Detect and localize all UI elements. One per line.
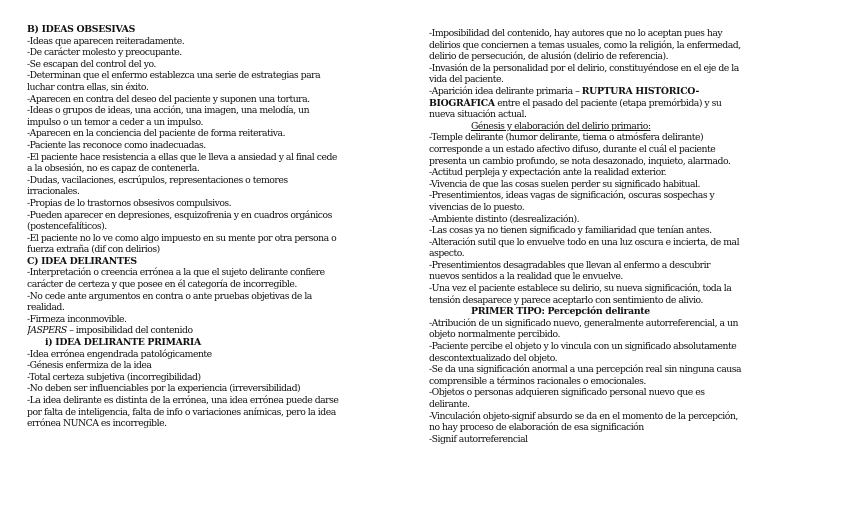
text-line: -Actitud perpleja y expectación ante la realidad exterior. (429, 167, 667, 179)
text-line: nuevos sentidos a la realidad que le envuelve. (429, 271, 623, 283)
text-line: vivencias de lo puesto. (429, 201, 525, 213)
left-column (27, 24, 419, 430)
text-line: delirios que conciernen a temas usuales, como la religión, la enfermedad, (429, 39, 741, 51)
ruptura-bold: RUPTURA HISTÓRICO- (581, 85, 699, 97)
text-line: -Ideas o grupos de ideas, una acción, una imagen, una melodía, un (27, 105, 310, 117)
text-line: -Pueden aparecer en depresiones, esquizofrenia y en cuadros orgánicos (27, 209, 332, 221)
text-line: -Objetos o personas adquieren significado personal nuevo que es (429, 387, 705, 399)
text-line: -Se da una significación anormal a una percepción real sin ninguna causa (429, 364, 742, 376)
text-line: objeto normalmente percibido. (429, 329, 560, 341)
text-line: -Presentimientos, ideas vagas de significación, oscuras sospechas y (429, 190, 715, 202)
text-line: -No cede ante argumentos en contra o ante pruebas objetivas de la (27, 290, 312, 302)
text-line: -Signif autorreferencial (429, 433, 528, 445)
text-line: impulso o un temor a ceder a un impulso. (27, 116, 203, 128)
text-line: -Vivencia de que las cosas suelen perder su significado habitual. (429, 178, 700, 190)
text-line: -De carácter molesto y preocupante. (27, 47, 182, 59)
subheading-genesis: Génesis y elaboración del delirio primario: (471, 120, 651, 132)
text-line: -Las cosas ya no tienen significado y familiaridad que tenían antes. (429, 225, 712, 237)
text-line: aspecto. (429, 248, 465, 260)
right-column (429, 28, 821, 445)
text-line: -La idea delirante es distinta de la errónea, una idea errónea puede darse (27, 395, 339, 406)
subheading-idea-delirante-primaria: i) IDEA DELIRANTE PRIMARIA (45, 337, 201, 349)
text-line: -Temple delirante (humor delirante, tiema o atmósfera delirante) (429, 132, 704, 144)
text-line: realidad. (27, 302, 65, 314)
text-line: luchar contra ellas, sin éxito. (27, 81, 149, 93)
ruptura-line-2 (429, 98, 821, 110)
text-line: tensión desaparece y parece aceptarlo con sentimiento de alivio. (429, 294, 703, 306)
text-line: -Invasión de la personalidad por el delirio, constituyéndose en el eje de la (429, 62, 739, 74)
text-line: corresponde a un estado afectivo difuso, durante el cuál el paciente (429, 143, 716, 155)
text-line: (postencefalíticos). (27, 221, 107, 233)
text-line: -Dudas, vacilaciones, escrúpulos, representaciones o temores (27, 174, 288, 186)
idea-delirante-primaria-list (27, 349, 419, 430)
text-line: -Una vez el paciente establece su delirio, su nueva significación, toda la (429, 283, 732, 295)
text-line: delirio de persecución, de alusión (delirio de referencia). (429, 51, 669, 63)
text-line: presenta un cambio profundo, se nota desazonado, inquieto, alarmado. (429, 155, 731, 167)
ruptura-line (429, 86, 821, 98)
text-line: a la obsesión, no es capaz de contenerla. (27, 163, 200, 175)
text-line: descontextualizado del objeto. (429, 352, 558, 364)
text-line: errónea NUNCA es incorregible. (27, 418, 167, 430)
ruptura-prefix: -Aparición idea delirante primaria – (429, 85, 582, 97)
text-line: delirante. (429, 399, 470, 410)
text-line: nueva situación actual. (429, 109, 527, 121)
ruptura-rest: entre el pasado del paciente (etapa premórbida) y su (494, 97, 722, 109)
text-line: -Firmeza inconmovible. (27, 313, 127, 325)
text-line: -Idea errónea engendrada patológicamente (27, 348, 212, 360)
text-line: comprensible a términos racionales o emocionales. (429, 375, 646, 387)
text-line: -Determinan que el enfermo establezca una serie de estrategias para (27, 70, 321, 82)
delirio-criteria-list (429, 28, 821, 121)
jaspers-name: JASPERS (27, 325, 67, 337)
text-line: -Total certeza subjetiva (incorregibilidad) (27, 371, 201, 383)
text-line: -El paciente hace resistencia a ellas que le lleva a ansiedad y al final cede (27, 151, 337, 163)
text-line: -Ideas que aparecen reiteradamente. (27, 35, 185, 47)
text-line: -Presentimientos desagradables que llevan al enfermo a descubrir (429, 259, 711, 271)
text-line: -Se escapan del control del yo. (27, 58, 156, 70)
section-heading-ideas-obsesivas: B) IDEAS OBSESIVAS (27, 24, 135, 35)
jaspers-text: – imposibilidad del contenido (66, 325, 193, 337)
text-line: -Aparecen en contra del deseo del paciente y suponen una tortura. (27, 93, 310, 105)
text-line: -Paciente las reconoce como inadecuadas. (27, 139, 206, 151)
text-line: -Paciente percibe el objeto y lo vincula con un significado absolutamente (429, 341, 737, 353)
text-line: fuerza extraña (dif con delirios) (27, 244, 160, 256)
text-line: vida del paciente. (429, 74, 504, 86)
primer-tipo-list (429, 318, 821, 446)
text-line: -Aparecen en la conciencia del paciente de forma reiterativa. (27, 128, 286, 140)
text-line: no hay proceso de elaboración de esa significación (429, 422, 644, 434)
text-line: carácter de certeza y que posee en él categoría de incorregible. (27, 279, 297, 291)
text-line: -Alteración sutil que lo envuelve todo en una luz oscura e incierta, de mal (429, 236, 740, 248)
idea-delirantes-list (27, 267, 419, 337)
text-line: -Imposibilidad del contenido, hay autores que no lo aceptan pues hay (429, 28, 723, 39)
genesis-list (429, 132, 821, 306)
text-line: -Vinculación objeto-signif absurdo se da en el momento de la percepción, (429, 410, 738, 422)
text-line: -No deben ser influenciables por la experiencia (irreversibilidad) (27, 383, 301, 395)
text-line: -Interpretación o creencia errónea a la que el sujeto delirante confiere (27, 267, 325, 279)
jaspers-line (27, 325, 419, 337)
text-line: -Propias de lo trastornos obsesivos compulsivos. (27, 197, 232, 209)
text-line: -El paciente no lo ve como algo impuesto en su mente por otra persona o (27, 232, 337, 244)
text-line: -Ambiente distinto (desrealización). (429, 213, 580, 225)
ruptura-bold-2: BIOGRÁFICA (429, 97, 495, 109)
text-line: irracionales. (27, 186, 80, 198)
subheading-primer-tipo: PRIMER TIPO: Percepción delirante (471, 306, 650, 318)
text-line: -Atribución de un significado nuevo, generalmente autorreferencial, a un (429, 317, 739, 329)
text-line: -Génesis enfermiza de la idea (27, 360, 152, 372)
ideas-obsesivas-list (27, 36, 419, 256)
text-line: por falta de inteligencia, falta de info o variaciones anímicas, pero la idea (27, 406, 336, 418)
section-heading-idea-delirantes: C) IDEA DELIRANTES (27, 255, 137, 267)
